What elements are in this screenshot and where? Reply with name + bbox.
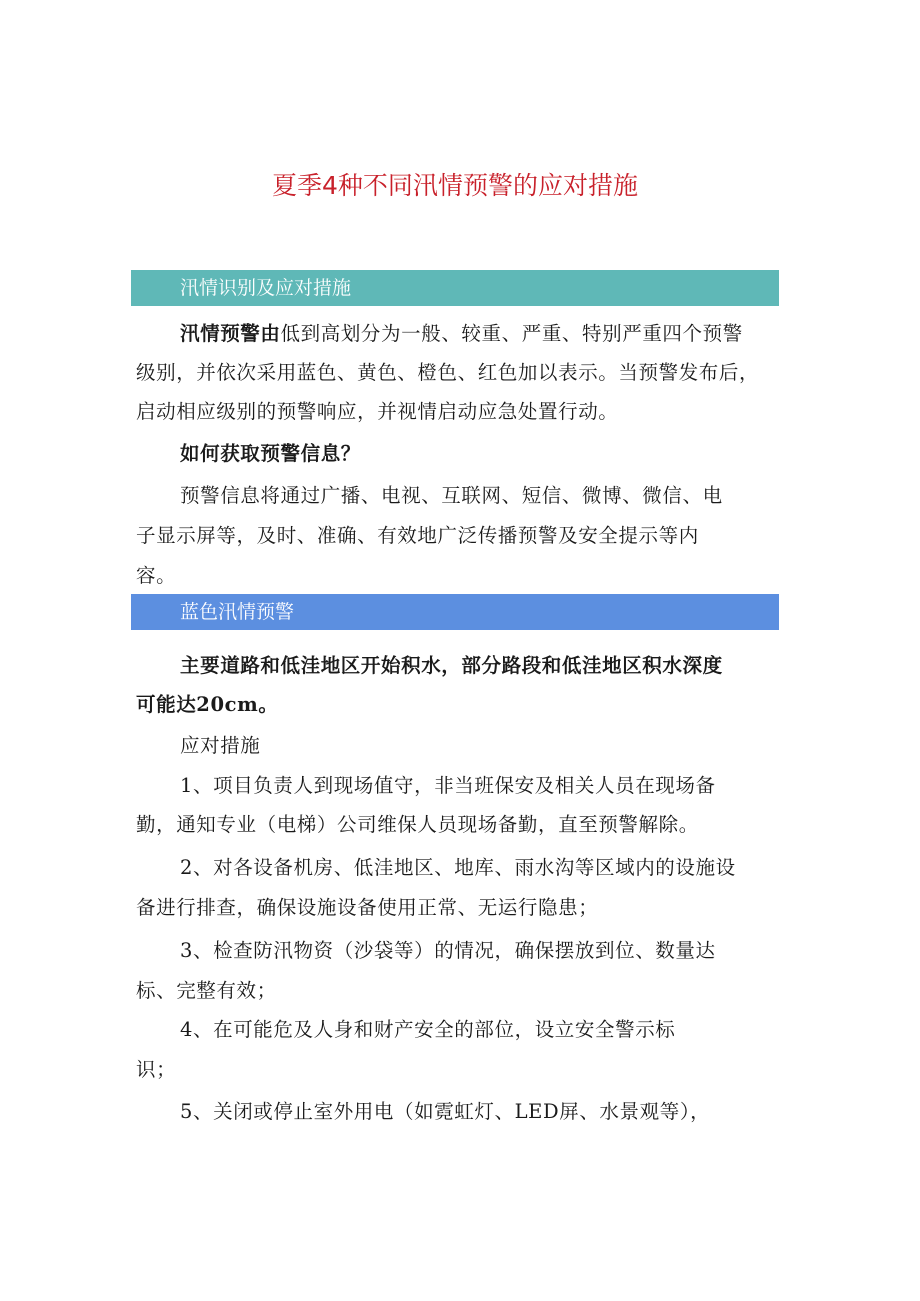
paragraph-warning-levels-line1	[136, 315, 786, 352]
paragraph-info-channels-line2: 子显示屏等，及时、准确、有效地广泛传播预警及安全提示等内	[136, 524, 699, 547]
measure-item-3-line1: 3、检查防汛物资（沙袋等）的情况，确保摆放到位、数量达	[180, 939, 716, 962]
text-span: 低到高划分为一般、较重、严重、特别严重四个预警	[280, 322, 743, 345]
measure-item-5-line1: 5、关闭或停止室外用电（如霓虹灯、LED屏、水景观等），	[180, 1100, 711, 1123]
section-heading-blue-warning: 蓝色汛情预警	[131, 594, 779, 630]
measures-label: 应对措施	[180, 734, 261, 757]
measure-item-1-line1: 1、项目负责人到现场值守，非当班保安及相关人员在现场备	[180, 774, 716, 797]
section-heading-flood-identification: 汛情识别及应对措施	[131, 270, 779, 306]
measure-item-1-line2: 勤，通知专业（电梯）公司维保人员现场备勤，直至预警解除。	[136, 813, 699, 836]
measure-item-2-line1: 2、对各设备机房、低洼地区、地库、雨水沟等区域内的设施设	[180, 856, 736, 879]
paragraph-warning-levels-line2: 级别，并依次采用蓝色、黄色、橙色、红色加以表示。当预警发布后，	[136, 361, 760, 384]
measure-item-4-line1: 4、在可能危及人身和财产安全的部位，设立安全警示标	[180, 1018, 676, 1041]
question-heading: 如何获取预警信息？	[180, 442, 361, 465]
page-title: 夏季4种不同汛情预警的应对措施	[272, 171, 638, 200]
summary-line1: 主要道路和低洼地区开始积水，部分路段和低洼地区积水深度	[180, 654, 723, 677]
measure-item-2-line2: 备进行排查，确保设施设备使用正常、无运行隐患；	[136, 896, 599, 919]
summary-line2: 可能达20cm。	[136, 693, 279, 716]
measure-item-4-line2: 识；	[136, 1058, 177, 1081]
paragraph-warning-levels-line3: 启动相应级别的预警响应，并视情启动应急处置行动。	[136, 400, 619, 423]
paragraph-info-channels-line1: 预警信息将通过广播、电视、互联网、短信、微博、微信、电	[180, 484, 723, 507]
paragraph-info-channels-line3: 容。	[136, 564, 177, 587]
measure-item-3-line2: 标、完整有效；	[136, 979, 277, 1002]
bold-lead: 汛情预警由	[180, 322, 281, 345]
